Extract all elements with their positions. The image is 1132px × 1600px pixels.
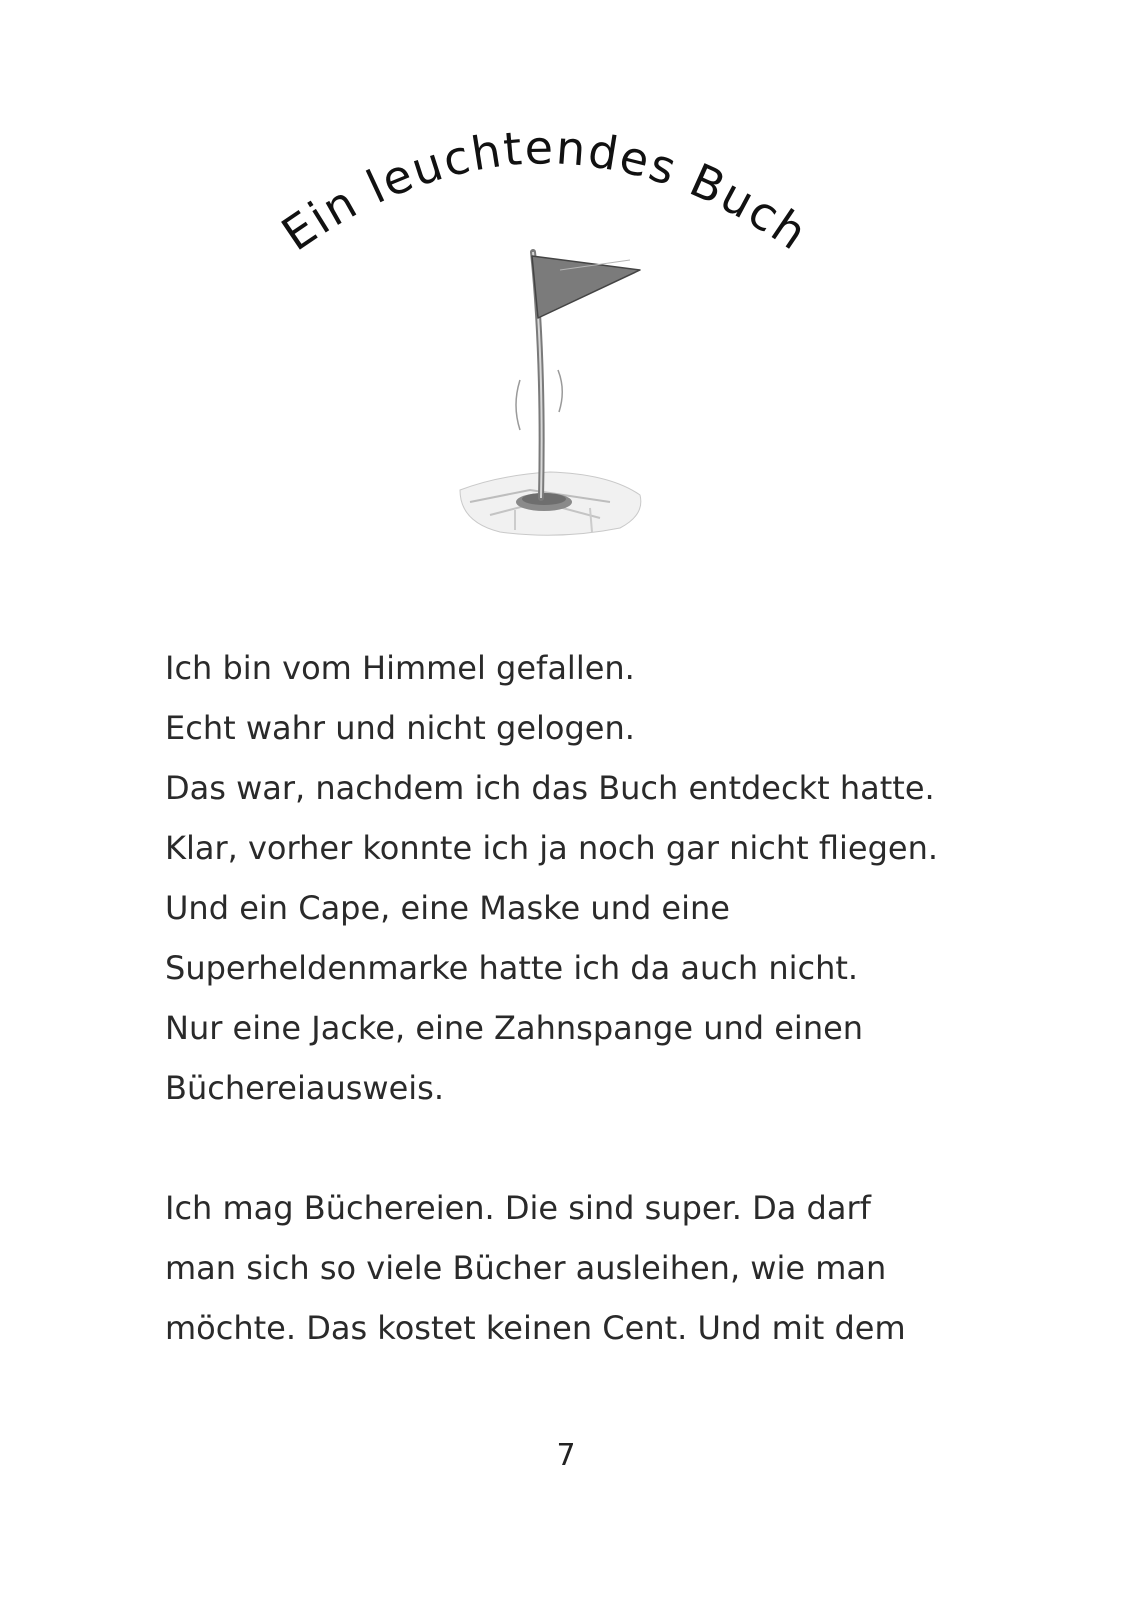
text-line: Echt wahr und nicht gelogen.: [165, 709, 635, 747]
text-line: Klar, vorher konnte ich ja noch gar nicht fliegen.: [165, 829, 939, 867]
chapter-title-text: Ein leuchtendes Buch: [271, 120, 819, 262]
text-line: Superheldenmarke hatte ich da auch nicht.: [165, 949, 859, 987]
text-line: Ich mag Büchereien. Die sind super. Da darf: [165, 1189, 871, 1227]
paragraph: [165, 1178, 1025, 1358]
flag-in-ground-icon: [440, 240, 660, 560]
text-line: Das war, nachdem ich das Buch entdeckt hatte.: [165, 769, 935, 807]
text-line: möchte. Das kostet keinen Cent. Und mit dem: [165, 1309, 906, 1347]
paragraph: [165, 638, 1025, 1118]
text-line: Nur eine Jacke, eine Zahnspange und einen: [165, 1009, 864, 1047]
text-line: Ich bin vom Himmel gefallen.: [165, 649, 635, 687]
text-line: Und ein Cape, eine Maske und eine: [165, 889, 730, 927]
page-number: 7: [556, 1438, 576, 1473]
text-line: Büchereiausweis.: [165, 1069, 444, 1107]
text-line: man sich so viele Bücher ausleihen, wie man: [165, 1249, 887, 1287]
